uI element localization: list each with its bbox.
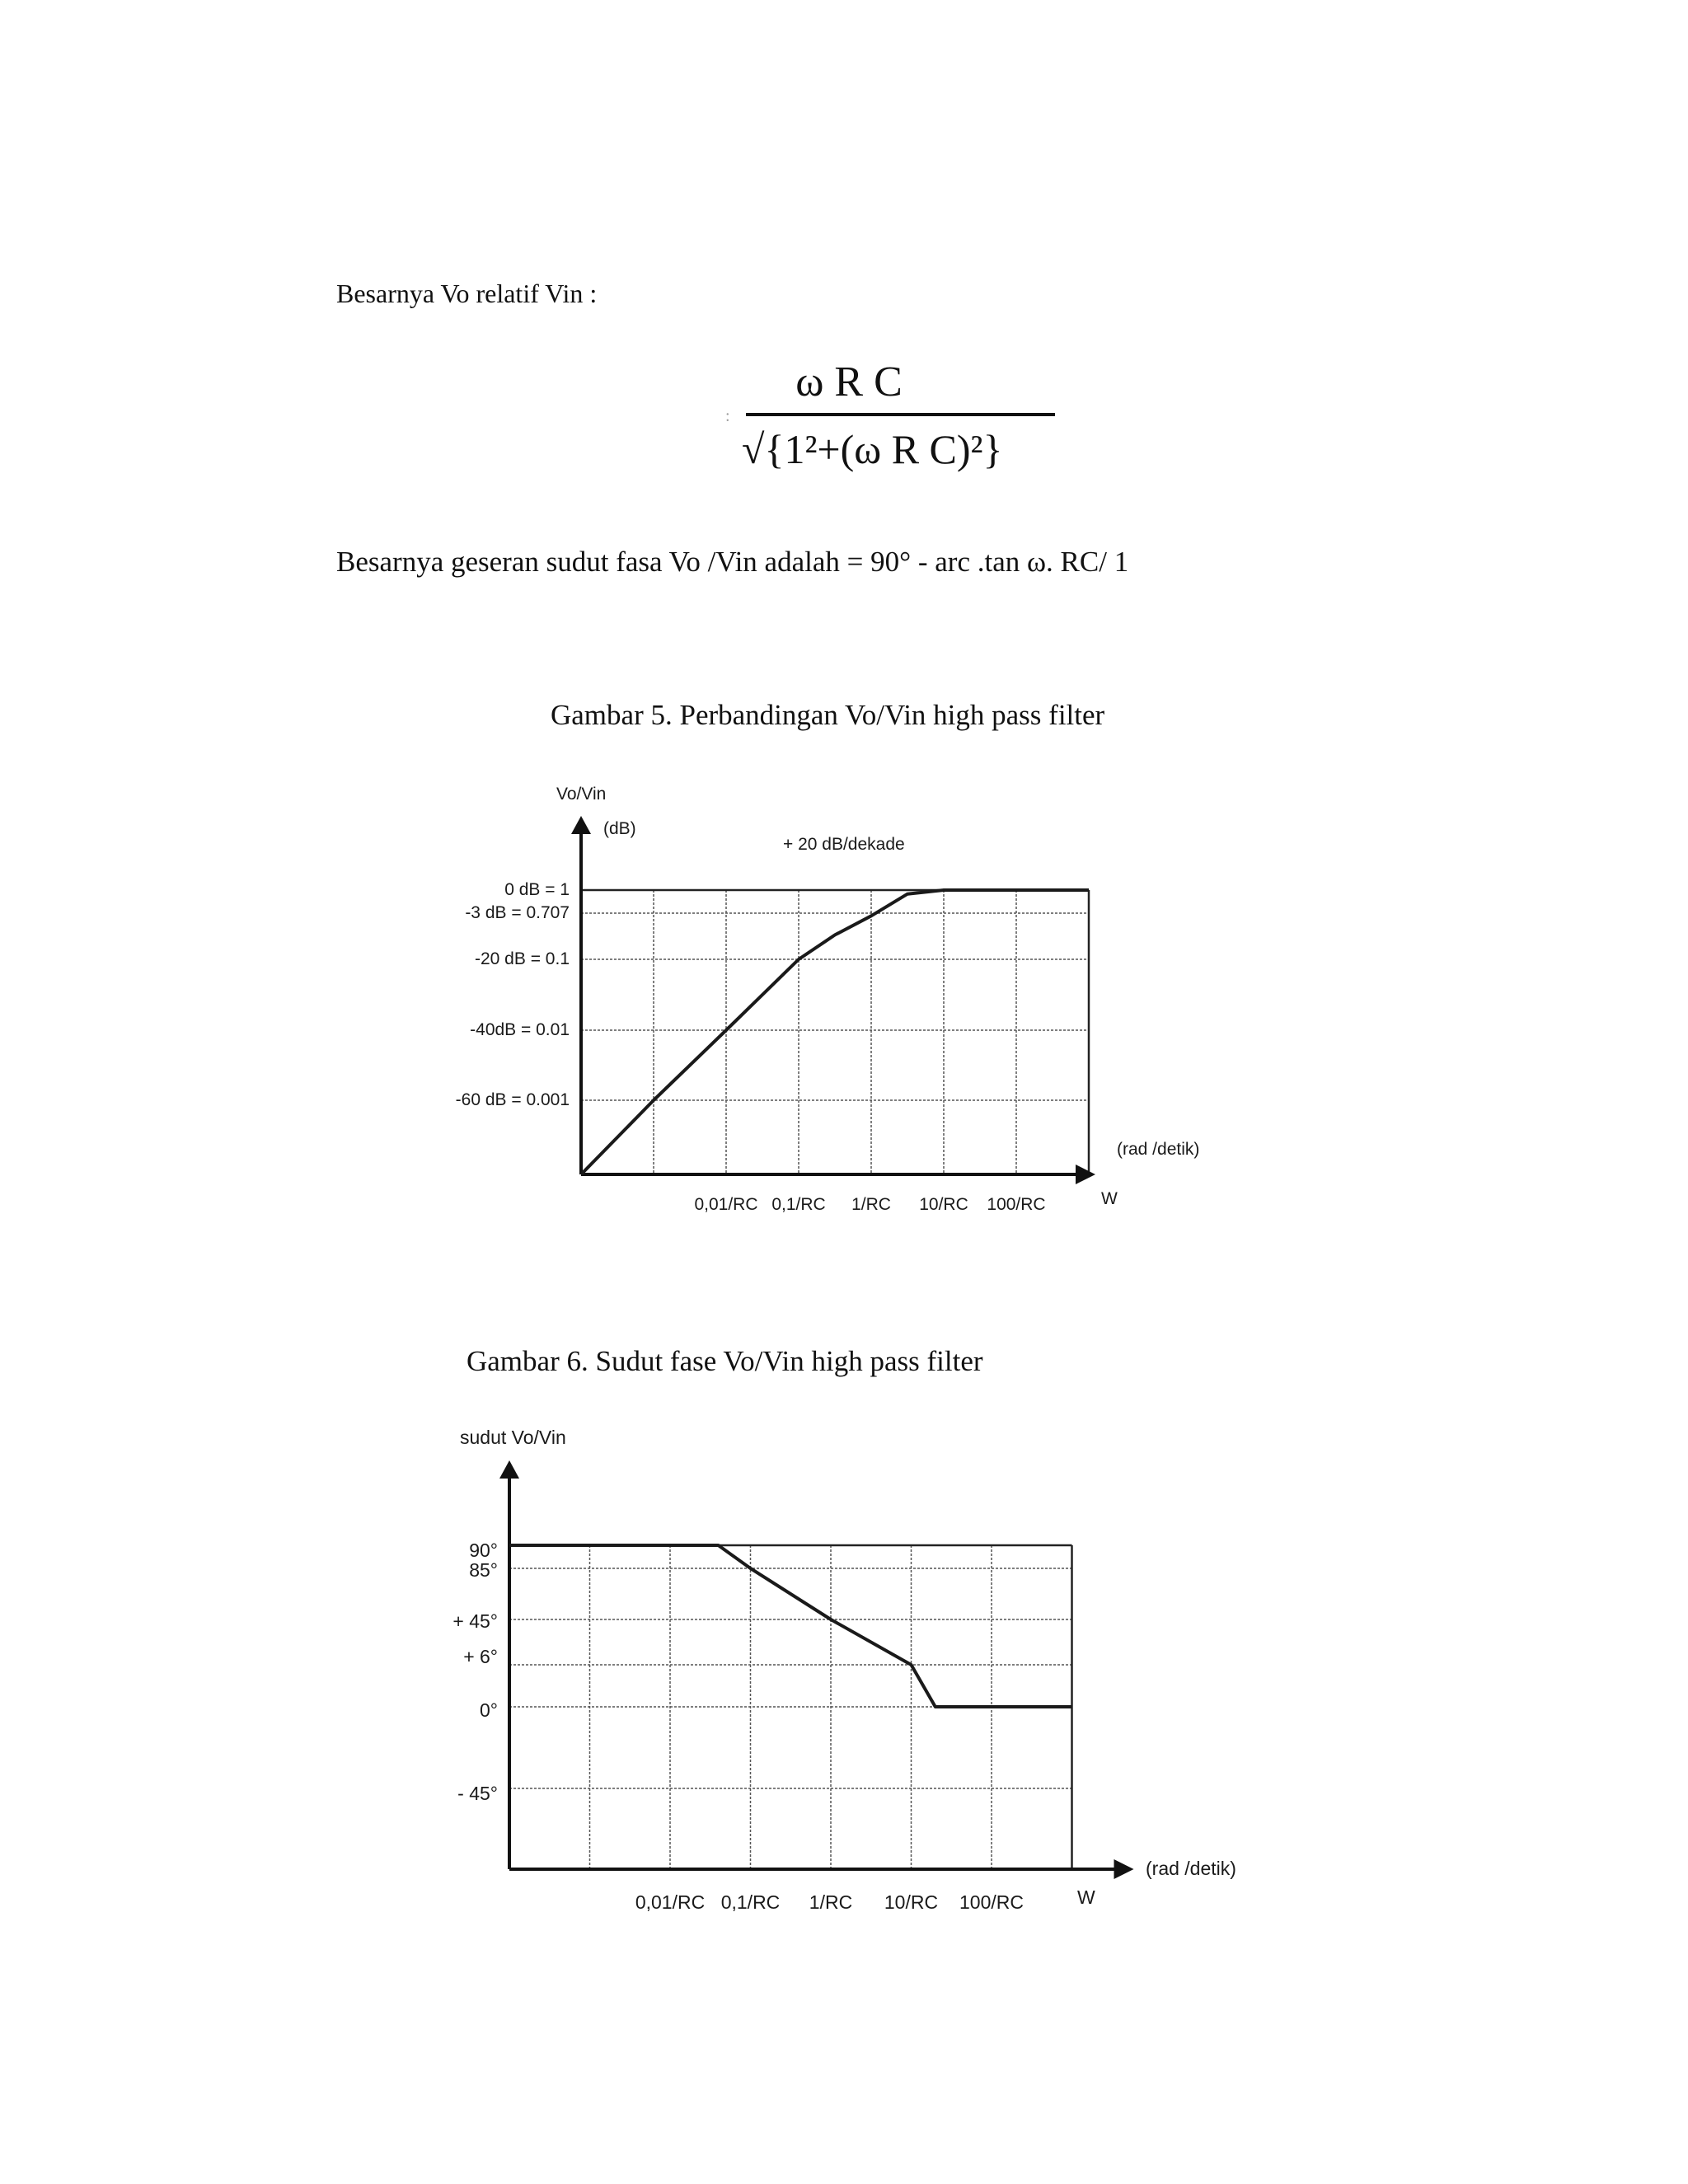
y-tick-label: + 45° <box>452 1610 498 1632</box>
x-tick-label: 1/RC <box>851 1195 891 1214</box>
x-tick-label: 1/RC <box>809 1891 853 1913</box>
y-tick-label: + 6° <box>463 1646 498 1667</box>
y-tick-label: -40dB = 0.01 <box>470 1020 570 1039</box>
x-axis-unit: (rad /detik) <box>1117 1140 1200 1159</box>
x-axis-title: W <box>1077 1886 1095 1908</box>
x-axis-title: W <box>1101 1189 1118 1208</box>
x-axis-unit: (rad /detik) <box>1146 1858 1236 1879</box>
fraction-bar <box>746 413 1055 416</box>
y-axis-arrow <box>499 1460 519 1479</box>
y-tick-label: -60 dB = 0.001 <box>455 1090 570 1109</box>
figure5-chart <box>429 775 1253 1220</box>
y-axis-unit: (dB) <box>603 819 636 838</box>
x-tick-label: 100/RC <box>959 1891 1024 1913</box>
intro-text: Besarnya Vo relatif Vin : <box>336 279 598 308</box>
x-tick-label: 0,1/RC <box>720 1891 781 1913</box>
y-tick-label: 90° <box>469 1540 498 1561</box>
formula-denominator: √{1²+(ω R C)²} <box>742 426 1003 472</box>
y-tick-label: -3 dB = 0.707 <box>465 903 570 922</box>
figure6-chart <box>420 1418 1278 1920</box>
figure5-caption: Gambar 5. Perbandingan Vo/Vin high pass filter <box>551 699 1105 731</box>
y-tick-label: -20 dB = 0.1 <box>475 949 570 968</box>
y-axis-title: Vo/Vin <box>556 785 607 804</box>
response-curve <box>509 1545 1072 1707</box>
x-tick-label: 10/RC <box>884 1891 939 1913</box>
formula <box>725 353 1055 485</box>
x-tick-label: 0,01/RC <box>694 1195 758 1214</box>
y-tick-label: - 45° <box>457 1783 498 1804</box>
y-axis-arrow <box>571 816 591 834</box>
x-tick-label: 10/RC <box>919 1195 968 1214</box>
figure6-caption: Gambar 6. Sudut fase Vo/Vin high pass filter <box>467 1345 983 1377</box>
x-tick-label: 0,01/RC <box>635 1891 706 1913</box>
y-axis-title: sudut Vo/Vin <box>460 1427 566 1448</box>
slope-annotation: + 20 dB/dekade <box>783 835 905 854</box>
y-tick-label: 85° <box>469 1559 498 1581</box>
x-axis-arrow <box>1114 1859 1134 1879</box>
y-tick-label: 0 dB = 1 <box>504 880 570 899</box>
x-axis-arrow <box>1076 1165 1095 1184</box>
x-tick-label: 0,1/RC <box>771 1195 826 1214</box>
y-tick-label: 0° <box>480 1699 498 1721</box>
x-tick-label: 100/RC <box>987 1195 1046 1214</box>
formula-numerator: ω R C <box>795 359 903 405</box>
formula-colon: : <box>725 407 730 425</box>
phase-text: Besarnya geseran sudut fasa Vo /Vin adalah = 90° - arc .tan ω. RC/ 1 <box>336 546 1129 578</box>
response-curve <box>581 890 1089 1174</box>
